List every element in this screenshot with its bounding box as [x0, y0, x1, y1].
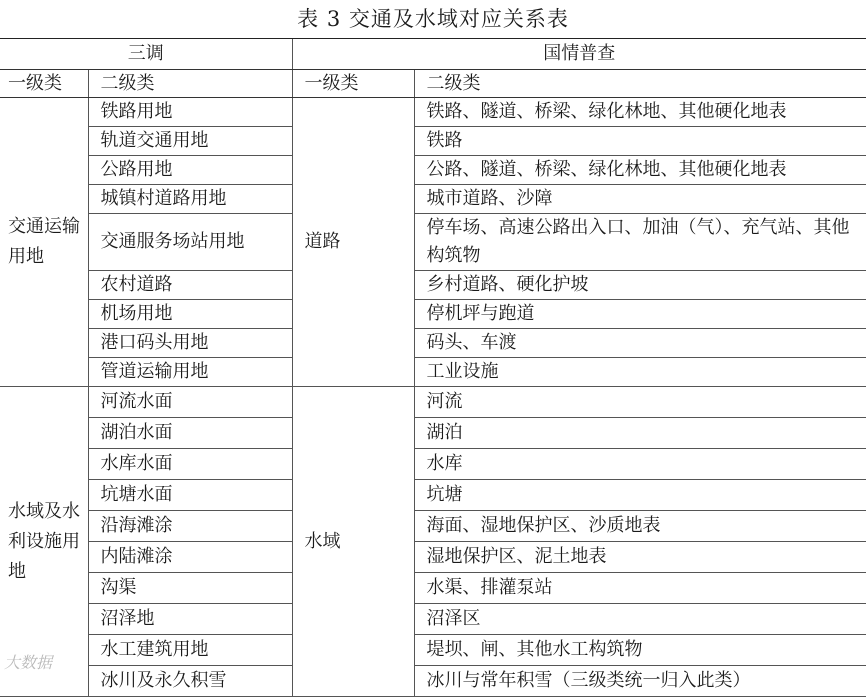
guoqing-level2-cell: 沼泽区	[414, 604, 866, 635]
guoqing-level2-cell: 公路、隧道、桥梁、绿化林地、其他硬化地表	[414, 156, 866, 185]
guoqing-level2-cell: 堤坝、闸、其他水工构筑物	[414, 635, 866, 666]
subheader-sandiao-level2: 二级类	[88, 70, 292, 98]
sandiao-level2-cell: 铁路用地	[88, 98, 292, 127]
sandiao-level2-cell: 公路用地	[88, 156, 292, 185]
table-row	[0, 358, 866, 387]
subheader-sandiao-level1: 一级类	[0, 70, 88, 98]
guoqing-level2-cell: 河流	[414, 387, 866, 418]
table-row	[0, 387, 866, 418]
table-row	[0, 542, 866, 573]
table-row	[0, 156, 866, 185]
sandiao-level2-cell: 轨道交通用地	[88, 127, 292, 156]
sandiao-level2-cell: 内陆滩涂	[88, 542, 292, 573]
guoqing-level1-cell: 水域	[292, 387, 414, 697]
guoqing-level2-cell: 停车场、高速公路出入口、加油（气）、充气站、其他构筑物	[414, 214, 866, 271]
guoqing-level2-cell: 码头、车渡	[414, 329, 866, 358]
sandiao-level1-cell: 交通运输用地	[0, 98, 88, 387]
sandiao-level2-cell: 冰川及永久积雪	[88, 666, 292, 697]
table-row	[0, 329, 866, 358]
table-row	[0, 418, 866, 449]
table-row	[0, 480, 866, 511]
table-row	[0, 214, 866, 271]
sandiao-level2-cell: 湖泊水面	[88, 418, 292, 449]
table-header-row	[0, 39, 866, 70]
guoqing-level2-cell: 铁路、隧道、桥梁、绿化林地、其他硬化地表	[414, 98, 866, 127]
sandiao-level2-cell: 管道运输用地	[88, 358, 292, 387]
sandiao-level1-cell: 水域及水利设施用地	[0, 387, 88, 697]
table-row	[0, 300, 866, 329]
guoqing-level1-cell: 道路	[292, 98, 414, 387]
guoqing-level2-cell: 水渠、排灌泵站	[414, 573, 866, 604]
header-guoqing: 国情普查	[292, 39, 866, 70]
correspondence-table	[0, 38, 866, 697]
table-row	[0, 666, 866, 697]
guoqing-level2-cell: 湿地保护区、泥土地表	[414, 542, 866, 573]
subheader-guoqing-level2: 二级类	[414, 70, 866, 98]
guoqing-level2-cell: 停机坪与跑道	[414, 300, 866, 329]
table-row	[0, 604, 866, 635]
table-row	[0, 185, 866, 214]
table-title: 表 3 交通及水域对应关系表	[297, 7, 569, 31]
guoqing-level2-cell: 乡村道路、硬化护坡	[414, 271, 866, 300]
sandiao-level2-cell: 沼泽地	[88, 604, 292, 635]
guoqing-level2-cell: 工业设施	[414, 358, 866, 387]
sandiao-level2-cell: 农村道路	[88, 271, 292, 300]
guoqing-level2-cell: 湖泊	[414, 418, 866, 449]
guoqing-level2-cell: 水库	[414, 449, 866, 480]
table-row	[0, 573, 866, 604]
sandiao-level2-cell: 城镇村道路用地	[88, 185, 292, 214]
guoqing-level2-cell: 冰川与常年积雪（三级类统一归入此类）	[414, 666, 866, 697]
sandiao-level2-cell: 沟渠	[88, 573, 292, 604]
table-row	[0, 271, 866, 300]
guoqing-level2-cell: 海面、湿地保护区、沙质地表	[414, 511, 866, 542]
sandiao-level2-cell: 水库水面	[88, 449, 292, 480]
header-sandiao: 三调	[0, 39, 292, 70]
table-subheader-row	[0, 70, 866, 98]
table-row	[0, 449, 866, 480]
sandiao-level2-cell: 港口码头用地	[88, 329, 292, 358]
sandiao-level2-cell: 沿海滩涂	[88, 511, 292, 542]
guoqing-level2-cell: 坑塘	[414, 480, 866, 511]
table-row	[0, 98, 866, 127]
guoqing-level2-cell: 城市道路、沙障	[414, 185, 866, 214]
guoqing-level2-cell: 铁路	[414, 127, 866, 156]
sandiao-level2-cell: 水工建筑用地	[88, 635, 292, 666]
subheader-guoqing-level1: 一级类	[292, 70, 414, 98]
sandiao-level2-cell: 交通服务场站用地	[88, 214, 292, 271]
table-row	[0, 127, 866, 156]
watermark: 大数据	[4, 653, 53, 672]
sandiao-level2-cell: 机场用地	[88, 300, 292, 329]
table-row	[0, 511, 866, 542]
sandiao-level2-cell: 河流水面	[88, 387, 292, 418]
sandiao-level2-cell: 坑塘水面	[88, 480, 292, 511]
table-row	[0, 635, 866, 666]
